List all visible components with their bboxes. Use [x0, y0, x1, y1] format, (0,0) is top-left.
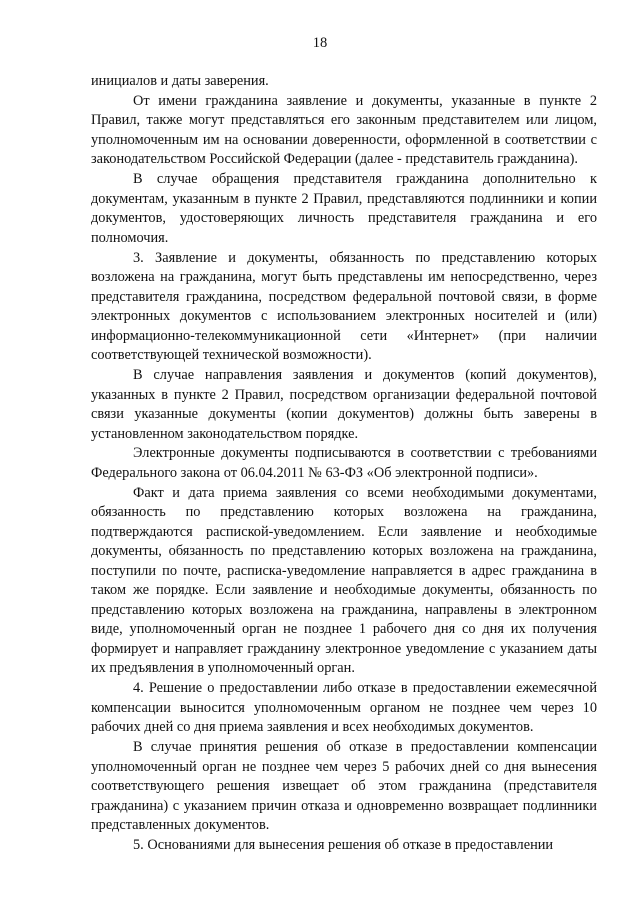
document-body [91, 72, 597, 856]
paragraph: От имени гражданина заявление и документы, указанные в пункте 2 Правил, также могут представляться его законным представителем или лицом, уполномоченным им на основании доверенности, оформленной в соответствии с законодательством Российской Федерации (далее - представитель гражданина). [91, 92, 597, 168]
paragraph: В случае обращения представителя гражданина дополнительно к документам, указанным в пункте 2 Правил, представляются подлинники и копии документов, удостоверяющих личность представителя гражданина и его полномочия. [91, 171, 597, 246]
paragraph: инициалов и даты заверения. [91, 73, 269, 89]
paragraph: 5. Основаниями для вынесения решения об отказе в предоставлении [133, 837, 554, 854]
paragraph: 3. Заявление и документы, обязанность по представлению которых возложена на гражданина, могут быть представлены им непосредственно, через представителя гражданина, посредством федеральной почтовой связи, в форме электронных документов с использованием электронных носителей и (или) информационно-телекоммуникационной сети «Интернет» (при наличии соответствующей технической возможности). [91, 249, 597, 364]
paragraph: В случае направления заявления и документов (копий документов), указанных в пункте 2 Правил, посредством организации федеральной почтовой связи указанные документы (копии документов) должны быть заверены в установленном законодательством порядке. [91, 367, 597, 442]
paragraph: В случае принятия решения об отказе в предоставлении компенсации уполномоченный орган не позднее чем через 5 рабочих дней со дня вынесения соответствующего решения извещает об этом гражданина (представителя гражданина) с указанием причин отказа и одновременно возвращает подлинники представленных документов. [91, 739, 597, 834]
page-number: 18 [312, 35, 328, 51]
paragraph: Электронные документы подписываются в соответствии с требованиями Федерального закона от 06.04.2011 № 63-ФЗ «Об электронной подписи». [91, 445, 597, 481]
paragraph: Факт и дата приема заявления со всеми необходимыми документами, обязанность по представлению которых возложена на гражданина, подтверждаются распиской-уведомлением. Если заявление и необходимые документы, обязанность по представлению которых возложена на гражданина, поступили по почте, расписка-уведомление направляется в адрес гражданина в таком же порядке. Если заявление и необходимые документы, обязанность по представлению которых возложена на гражданина, направлены в электронном виде, уполномоченный орган не позднее 1 рабочего дня со дня их получения формирует и направляет гражданину электронное уведомление с указанием даты их предъявления в уполномоченный орган. [91, 484, 597, 677]
paragraph: 4. Решение о предоставлении либо отказе в предоставлении ежемесячной компенсации выносится уполномоченным органом не позднее чем через 10 рабочих дней со дня приема заявления и всех необходимых документов. [91, 680, 597, 736]
